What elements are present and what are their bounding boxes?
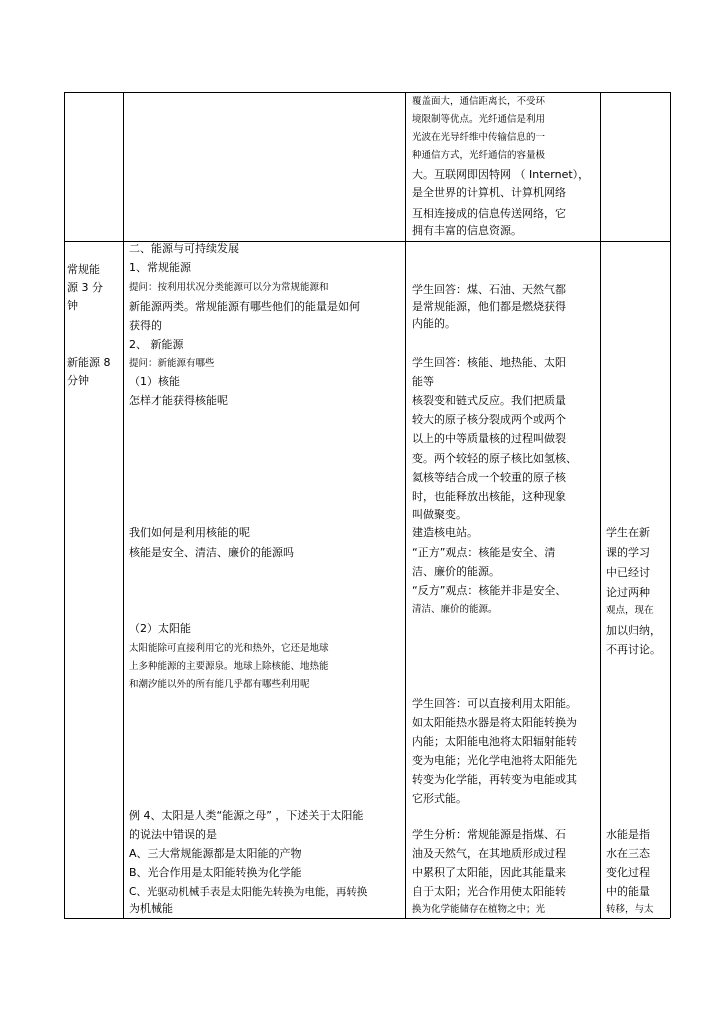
text-line: 变。两个较轻的原子核比如氢核、 xyxy=(412,452,577,465)
text-line: 怎样才能获得核能呢 xyxy=(129,394,228,407)
text-line: 核能是安全、清洁、廉价的能源吗 xyxy=(129,546,294,559)
text-line: 转变为化学能，再转变为电能或其 xyxy=(412,773,577,786)
text-line: 学生在新 xyxy=(606,526,650,539)
text-line: 新能源两类。常规能源有哪些他们的能量是如何 xyxy=(129,300,360,313)
text-line: “反方”观点：核能并非是安全、 xyxy=(412,584,567,597)
text-line: 太阳能除可直接利用它的光和热外，它还是地球 xyxy=(129,643,329,654)
table-border-bottom xyxy=(64,918,670,919)
text-line: 我们如何是利用核能的呢 xyxy=(129,526,250,539)
text-line: 论过两种 xyxy=(606,586,650,599)
option-c: C、光驱动机械手表是太阳能先转换为电能，再转换 xyxy=(129,886,368,898)
text-line: 清洁、廉价的能源。 xyxy=(412,604,498,615)
text-line: 水在三态 xyxy=(606,847,650,860)
table-border-left xyxy=(64,92,65,918)
text-line: 内能；太阳能电池将太阳辐射能转 xyxy=(412,735,577,748)
text-line: 如太阳能热水器是将太阳能转换为 xyxy=(412,716,577,729)
text-line: 学生回答：核能、地热能、太阳 xyxy=(412,356,566,369)
text-line: 建造核电站。 xyxy=(412,526,478,539)
text-line: 变为电能；光化学电池将太阳能先 xyxy=(412,754,577,767)
text-line: 常规能 xyxy=(67,263,100,276)
text-line: 光波在光导纤维中传输信息的一 xyxy=(412,132,546,143)
text-line: 上多种能源的主要源泉。地球上除核能、地热能 xyxy=(129,661,329,672)
text-line: 大。互联网即因特网 （ Internet）， xyxy=(412,168,590,181)
section-heading: 二、能源与可持续发展 xyxy=(129,242,239,255)
text-line: 洁、廉价的能源。 xyxy=(412,565,500,578)
text-line: 能等 xyxy=(412,375,434,388)
option-a: A、三大常规能源都是太阳能的产物 xyxy=(129,847,302,860)
text-line: 较大的原子核分裂成两个或两个 xyxy=(412,413,566,426)
table-divider-2 xyxy=(405,92,406,918)
text-line: 不再讨论。 xyxy=(606,643,661,656)
text-line: 核裂变和链式反应。我们把质量 xyxy=(412,394,566,407)
text-line: 钟 xyxy=(67,299,78,312)
example-heading: 例 4、太阳是人类“能源之母” ，下述关于太阳能 xyxy=(129,809,364,822)
subsection-heading: 1、常规能源 xyxy=(129,261,191,274)
text-line: 水能是指 xyxy=(606,828,650,841)
text-line: 分钟 xyxy=(67,374,89,387)
text-line: 中累积了太阳能，因此其能量来 xyxy=(412,866,566,879)
text-line: （1）核能 xyxy=(129,375,180,388)
text-line: 获得的 xyxy=(129,319,162,332)
text-line: 学生回答：可以直接利用太阳能。 xyxy=(412,697,577,710)
text-line: 拥有丰富的信息资源。 xyxy=(412,224,522,237)
text-line: 以上的中等质量核的过程叫做裂 xyxy=(412,432,566,445)
text-line: 油及天然气，在其地质形成过程 xyxy=(412,847,566,860)
text-line: 是全世界的计算机、计算机网络 xyxy=(412,186,566,199)
subsection-heading: 2、 新能源 xyxy=(129,338,184,351)
text-line: 学生分析：常规能源是指煤、石 xyxy=(412,828,566,841)
table-divider-3 xyxy=(600,92,601,918)
text-line: 互相连接成的信息传送网络，它 xyxy=(412,207,566,220)
text-line: 为机械能 xyxy=(129,902,173,915)
text-line: （2）太阳能 xyxy=(129,622,191,635)
text-line: 的说法中错误的是 xyxy=(129,828,217,841)
option-b: B、光合作用是太阳能转换为化学能 xyxy=(129,866,302,879)
text-line: 和潮汐能以外的所有能几乎都有哪些利用呢 xyxy=(129,679,310,690)
text-line: 新能源 8 xyxy=(67,356,111,369)
text-line: 提问：按利用状况分类能源可以分为常规能源和 xyxy=(129,282,329,293)
text-line: 叫做聚变。 xyxy=(412,508,467,521)
text-line: “正方”观点：核能是安全、清 xyxy=(412,546,556,559)
text-line: 它形式能。 xyxy=(412,792,467,805)
text-line: 换为化学能储存在植物之中；光 xyxy=(412,904,546,915)
text-line: 提问：新能源有哪些 xyxy=(129,358,215,369)
text-line: 源 3 分 xyxy=(67,281,103,294)
table-divider-1 xyxy=(123,92,124,918)
text-line: 中已经讨 xyxy=(606,566,650,579)
text-line: 覆盖面大，通信距离长，不受环 xyxy=(412,96,546,107)
text-line: 学生回答：煤、石油、天然气都 xyxy=(412,283,566,296)
text-line: 时，也能释放出核能，这种现象 xyxy=(412,490,566,503)
text-line: 加以归纳， xyxy=(606,624,661,637)
text-line: 境限制等优点。光纤通信是利用 xyxy=(412,114,546,125)
text-line: 是常规能源，他们都是燃烧获得 xyxy=(412,300,566,313)
text-line: 自于太阳；光合作用使太阳能转 xyxy=(412,885,566,898)
text-line: 中的能量 xyxy=(606,885,650,898)
text-line: 内能的。 xyxy=(412,317,456,330)
text-line: 转移，与太 xyxy=(606,904,654,915)
text-line: 课的学习 xyxy=(606,546,650,559)
table-border-right xyxy=(670,92,671,918)
text-line: 变化过程 xyxy=(606,866,650,879)
table-border-top xyxy=(64,92,670,93)
text-line: 种通信方式，光纤通信的容量极 xyxy=(412,150,546,161)
text-line: 观点，现在 xyxy=(606,605,654,616)
text-line: 氦核等结合成一个较重的原子核 xyxy=(412,471,566,484)
